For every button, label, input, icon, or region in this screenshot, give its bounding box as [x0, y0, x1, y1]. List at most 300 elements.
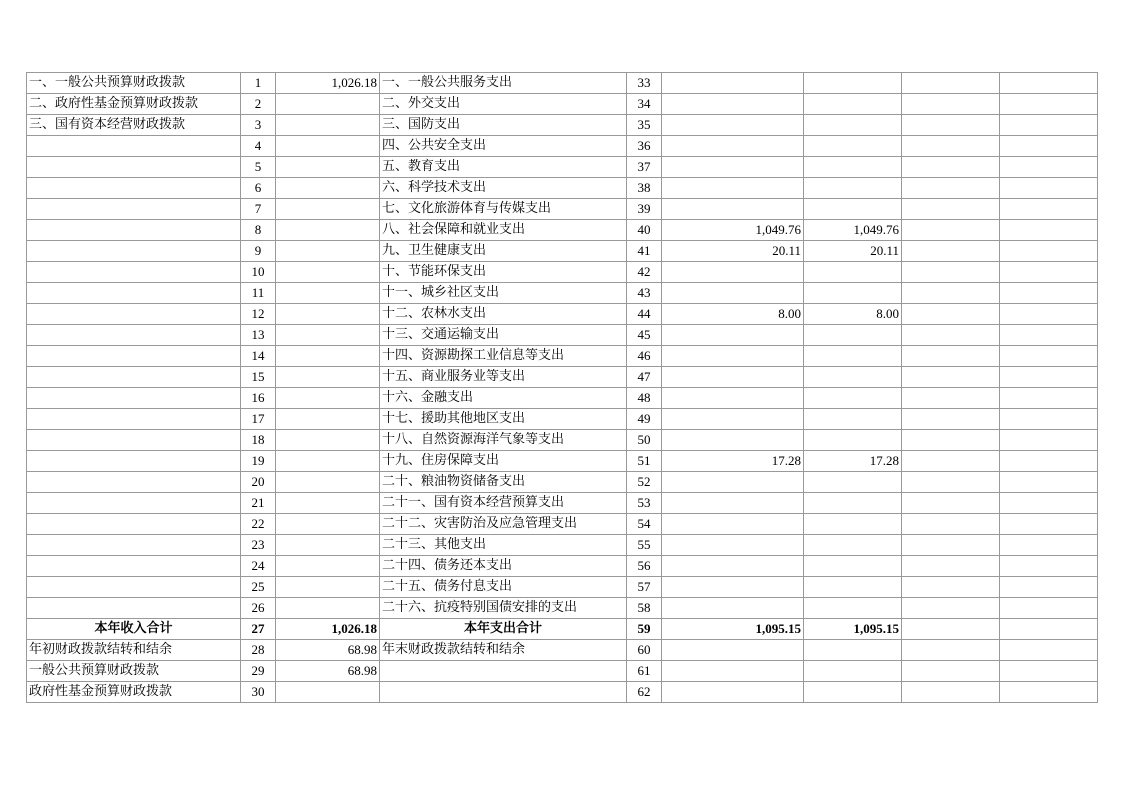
expense-total-cell — [662, 577, 804, 598]
expense-fund-budget-cell — [902, 493, 1000, 514]
income-item-cell — [27, 430, 241, 451]
expense-line-number-cell: 60 — [627, 640, 662, 661]
table-row — [27, 346, 1098, 367]
expense-general-budget-cell — [804, 262, 902, 283]
total-row — [27, 619, 1098, 640]
income-line-number-cell: 22 — [241, 514, 276, 535]
expense-item-cell: 七、文化旅游体育与传媒支出 — [380, 199, 627, 220]
table-row — [27, 115, 1098, 136]
expense-general-budget-cell — [804, 409, 902, 430]
income-item-cell — [27, 577, 241, 598]
expense-state-capital-cell — [1000, 94, 1098, 115]
income-amount-cell — [276, 283, 380, 304]
income-line-number-cell: 9 — [241, 241, 276, 262]
income-amount-cell — [276, 136, 380, 157]
expense-item-cell: 二十五、债务付息支出 — [380, 577, 627, 598]
expense-line-number-cell: 57 — [627, 577, 662, 598]
expense-general-budget-cell — [804, 199, 902, 220]
income-amount-cell — [276, 199, 380, 220]
expense-state-capital-cell — [1000, 73, 1098, 94]
income-line-number-cell: 29 — [241, 661, 276, 682]
expense-total-cell — [662, 283, 804, 304]
expense-state-capital-cell — [1000, 661, 1098, 682]
expense-state-capital-cell — [1000, 430, 1098, 451]
income-amount-cell — [276, 514, 380, 535]
expense-line-number-cell: 35 — [627, 115, 662, 136]
income-item-cell — [27, 514, 241, 535]
expense-general-budget-cell — [804, 640, 902, 661]
expense-total-cell — [662, 514, 804, 535]
income-item-cell: 二、政府性基金预算财政拨款 — [27, 94, 241, 115]
expense-line-number-cell: 48 — [627, 388, 662, 409]
expense-total-cell — [662, 367, 804, 388]
income-item-cell — [27, 220, 241, 241]
income-amount-cell: 68.98 — [276, 640, 380, 661]
expense-fund-budget-cell — [902, 262, 1000, 283]
expense-line-number-cell: 59 — [627, 619, 662, 640]
income-amount-cell — [276, 556, 380, 577]
expense-total-cell — [662, 598, 804, 619]
expense-item-cell: 十四、资源勘探工业信息等支出 — [380, 346, 627, 367]
expense-line-number-cell: 54 — [627, 514, 662, 535]
income-item-cell — [27, 136, 241, 157]
expense-fund-budget-cell — [902, 577, 1000, 598]
expense-item-cell: 二十四、债务还本支出 — [380, 556, 627, 577]
expense-line-number-cell: 37 — [627, 157, 662, 178]
expense-total-cell — [662, 409, 804, 430]
expense-total-cell: 1,049.76 — [662, 220, 804, 241]
income-amount-cell — [276, 115, 380, 136]
income-item-cell: 政府性基金预算财政拨款 — [27, 682, 241, 703]
table-row — [27, 73, 1098, 94]
income-item-cell — [27, 262, 241, 283]
expense-total-cell — [662, 157, 804, 178]
expense-line-number-cell: 55 — [627, 535, 662, 556]
income-amount-cell: 1,026.18 — [276, 73, 380, 94]
expense-item-cell: 四、公共安全支出 — [380, 136, 627, 157]
expense-state-capital-cell — [1000, 472, 1098, 493]
expense-fund-budget-cell — [902, 283, 1000, 304]
expense-fund-budget-cell — [902, 94, 1000, 115]
income-amount-cell: 1,026.18 — [276, 619, 380, 640]
income-line-number-cell: 11 — [241, 283, 276, 304]
table-row — [27, 493, 1098, 514]
income-line-number-cell: 28 — [241, 640, 276, 661]
expense-fund-budget-cell — [902, 598, 1000, 619]
income-amount-cell — [276, 94, 380, 115]
expense-total-cell — [662, 472, 804, 493]
expense-item-cell: 十五、商业服务业等支出 — [380, 367, 627, 388]
table-row — [27, 535, 1098, 556]
expense-line-number-cell: 50 — [627, 430, 662, 451]
income-amount-cell — [276, 241, 380, 262]
expense-fund-budget-cell — [902, 409, 1000, 430]
expense-fund-budget-cell — [902, 325, 1000, 346]
expense-state-capital-cell — [1000, 283, 1098, 304]
income-item-cell — [27, 283, 241, 304]
expense-fund-budget-cell — [902, 451, 1000, 472]
expense-line-number-cell: 42 — [627, 262, 662, 283]
table-row — [27, 325, 1098, 346]
expense-line-number-cell: 49 — [627, 409, 662, 430]
expense-fund-budget-cell — [902, 661, 1000, 682]
expense-general-budget-cell — [804, 472, 902, 493]
income-item-cell — [27, 556, 241, 577]
expense-total-cell — [662, 556, 804, 577]
expense-item-cell: 十二、农林水支出 — [380, 304, 627, 325]
expense-line-number-cell: 39 — [627, 199, 662, 220]
table-row — [27, 241, 1098, 262]
expense-general-budget-cell — [804, 661, 902, 682]
expense-state-capital-cell — [1000, 346, 1098, 367]
income-amount-cell — [276, 598, 380, 619]
expense-total-cell — [662, 94, 804, 115]
expense-general-budget-cell: 8.00 — [804, 304, 902, 325]
table-row — [27, 451, 1098, 472]
expense-fund-budget-cell — [902, 619, 1000, 640]
expense-item-cell: 六、科学技术支出 — [380, 178, 627, 199]
income-amount-cell — [276, 178, 380, 199]
income-amount-cell — [276, 304, 380, 325]
expense-total-cell — [662, 661, 804, 682]
expense-state-capital-cell — [1000, 199, 1098, 220]
expense-state-capital-cell — [1000, 220, 1098, 241]
expense-general-budget-cell — [804, 94, 902, 115]
income-line-number-cell: 5 — [241, 157, 276, 178]
expense-item-cell: 十九、住房保障支出 — [380, 451, 627, 472]
income-line-number-cell: 12 — [241, 304, 276, 325]
expense-total-cell — [662, 640, 804, 661]
income-amount-cell — [276, 157, 380, 178]
income-item-cell — [27, 451, 241, 472]
income-line-number-cell: 19 — [241, 451, 276, 472]
expense-item-cell: 八、社会保障和就业支出 — [380, 220, 627, 241]
expense-line-number-cell: 62 — [627, 682, 662, 703]
income-item-cell — [27, 325, 241, 346]
expense-item-cell: 二十二、灾害防治及应急管理支出 — [380, 514, 627, 535]
expense-fund-budget-cell — [902, 220, 1000, 241]
expense-fund-budget-cell — [902, 514, 1000, 535]
expense-fund-budget-cell — [902, 199, 1000, 220]
expense-fund-budget-cell — [902, 682, 1000, 703]
expense-line-number-cell: 40 — [627, 220, 662, 241]
expense-line-number-cell: 33 — [627, 73, 662, 94]
income-item-cell — [27, 241, 241, 262]
expense-item-cell: 三、国防支出 — [380, 115, 627, 136]
income-line-number-cell: 24 — [241, 556, 276, 577]
expense-state-capital-cell — [1000, 325, 1098, 346]
income-amount-cell — [276, 472, 380, 493]
expense-fund-budget-cell — [902, 430, 1000, 451]
income-item-cell — [27, 157, 241, 178]
income-item-cell: 一、一般公共预算财政拨款 — [27, 73, 241, 94]
expense-general-budget-cell — [804, 598, 902, 619]
expense-line-number-cell: 52 — [627, 472, 662, 493]
expense-total-cell — [662, 535, 804, 556]
income-item-cell: 年初财政拨款结转和结余 — [27, 640, 241, 661]
expense-line-number-cell: 51 — [627, 451, 662, 472]
expense-fund-budget-cell — [902, 388, 1000, 409]
expense-item-cell: 五、教育支出 — [380, 157, 627, 178]
expense-state-capital-cell — [1000, 535, 1098, 556]
expense-fund-budget-cell — [902, 556, 1000, 577]
expense-item-cell: 一、一般公共服务支出 — [380, 73, 627, 94]
table-row — [27, 430, 1098, 451]
table-row — [27, 640, 1098, 661]
expense-general-budget-cell — [804, 556, 902, 577]
table-row — [27, 283, 1098, 304]
income-line-number-cell: 13 — [241, 325, 276, 346]
income-line-number-cell: 18 — [241, 430, 276, 451]
income-line-number-cell: 27 — [241, 619, 276, 640]
expense-general-budget-cell — [804, 283, 902, 304]
income-line-number-cell: 15 — [241, 367, 276, 388]
expense-total-cell: 1,095.15 — [662, 619, 804, 640]
expense-line-number-cell: 58 — [627, 598, 662, 619]
expense-total-cell — [662, 430, 804, 451]
expense-total-cell — [662, 682, 804, 703]
expense-state-capital-cell — [1000, 262, 1098, 283]
expense-item-cell: 年末财政拨款结转和结余 — [380, 640, 627, 661]
expense-total-cell — [662, 493, 804, 514]
expense-general-budget-cell: 20.11 — [804, 241, 902, 262]
expense-fund-budget-cell — [902, 73, 1000, 94]
income-amount-cell — [276, 535, 380, 556]
expense-state-capital-cell — [1000, 493, 1098, 514]
income-item-cell — [27, 346, 241, 367]
expense-item-cell — [380, 661, 627, 682]
expense-item-cell: 十、节能环保支出 — [380, 262, 627, 283]
expense-total-cell — [662, 388, 804, 409]
table-row — [27, 178, 1098, 199]
income-amount-cell — [276, 388, 380, 409]
income-line-number-cell: 1 — [241, 73, 276, 94]
finance-table — [26, 72, 1098, 703]
income-line-number-cell: 25 — [241, 577, 276, 598]
expense-item-cell: 九、卫生健康支出 — [380, 241, 627, 262]
income-line-number-cell: 30 — [241, 682, 276, 703]
expense-line-number-cell: 47 — [627, 367, 662, 388]
expense-total-cell — [662, 325, 804, 346]
expense-fund-budget-cell — [902, 346, 1000, 367]
expense-line-number-cell: 53 — [627, 493, 662, 514]
income-item-cell: 本年收入合计 — [27, 619, 241, 640]
expense-general-budget-cell — [804, 577, 902, 598]
income-amount-cell — [276, 430, 380, 451]
expense-general-budget-cell: 1,095.15 — [804, 619, 902, 640]
income-amount-cell — [276, 493, 380, 514]
expense-item-cell: 本年支出合计 — [380, 619, 627, 640]
expense-general-budget-cell — [804, 430, 902, 451]
expense-item-cell: 二十、粮油物资储备支出 — [380, 472, 627, 493]
income-item-cell — [27, 493, 241, 514]
expense-general-budget-cell — [804, 388, 902, 409]
expense-state-capital-cell — [1000, 388, 1098, 409]
expense-general-budget-cell — [804, 682, 902, 703]
expense-general-budget-cell — [804, 157, 902, 178]
expense-general-budget-cell — [804, 514, 902, 535]
expense-line-number-cell: 43 — [627, 283, 662, 304]
table-row — [27, 199, 1098, 220]
income-amount-cell: 68.98 — [276, 661, 380, 682]
income-item-cell — [27, 409, 241, 430]
income-line-number-cell: 20 — [241, 472, 276, 493]
table-row — [27, 577, 1098, 598]
income-line-number-cell: 17 — [241, 409, 276, 430]
expense-line-number-cell: 41 — [627, 241, 662, 262]
table-body — [27, 73, 1098, 703]
income-amount-cell — [276, 220, 380, 241]
expense-fund-budget-cell — [902, 157, 1000, 178]
income-item-cell — [27, 304, 241, 325]
expense-total-cell: 20.11 — [662, 241, 804, 262]
expense-line-number-cell: 36 — [627, 136, 662, 157]
expense-general-budget-cell — [804, 136, 902, 157]
income-line-number-cell: 2 — [241, 94, 276, 115]
income-amount-cell — [276, 325, 380, 346]
income-amount-cell — [276, 409, 380, 430]
income-line-number-cell: 10 — [241, 262, 276, 283]
expense-state-capital-cell — [1000, 556, 1098, 577]
expense-line-number-cell: 46 — [627, 346, 662, 367]
expense-general-budget-cell — [804, 367, 902, 388]
table-row — [27, 661, 1098, 682]
income-line-number-cell: 23 — [241, 535, 276, 556]
income-item-cell — [27, 199, 241, 220]
expense-item-cell: 二十六、抗疫特别国债安排的支出 — [380, 598, 627, 619]
expense-item-cell: 十七、援助其他地区支出 — [380, 409, 627, 430]
income-line-number-cell: 4 — [241, 136, 276, 157]
expense-fund-budget-cell — [902, 115, 1000, 136]
expense-fund-budget-cell — [902, 241, 1000, 262]
expense-state-capital-cell — [1000, 598, 1098, 619]
table-row — [27, 556, 1098, 577]
expense-total-cell — [662, 136, 804, 157]
income-line-number-cell: 16 — [241, 388, 276, 409]
expense-state-capital-cell — [1000, 241, 1098, 262]
table-row — [27, 220, 1098, 241]
expense-general-budget-cell — [804, 178, 902, 199]
table-row — [27, 94, 1098, 115]
expense-total-cell — [662, 262, 804, 283]
expense-general-budget-cell — [804, 325, 902, 346]
income-line-number-cell: 14 — [241, 346, 276, 367]
expense-general-budget-cell: 1,049.76 — [804, 220, 902, 241]
table-row — [27, 682, 1098, 703]
expense-total-cell — [662, 178, 804, 199]
expense-general-budget-cell: 17.28 — [804, 451, 902, 472]
expense-state-capital-cell — [1000, 514, 1098, 535]
expense-state-capital-cell — [1000, 619, 1098, 640]
expense-item-cell: 二十三、其他支出 — [380, 535, 627, 556]
expense-state-capital-cell — [1000, 409, 1098, 430]
expense-state-capital-cell — [1000, 304, 1098, 325]
expense-state-capital-cell — [1000, 115, 1098, 136]
expense-line-number-cell: 61 — [627, 661, 662, 682]
expense-item-cell: 十三、交通运输支出 — [380, 325, 627, 346]
expense-total-cell: 17.28 — [662, 451, 804, 472]
expense-total-cell — [662, 199, 804, 220]
expense-fund-budget-cell — [902, 178, 1000, 199]
table-row — [27, 367, 1098, 388]
expense-total-cell — [662, 346, 804, 367]
expense-fund-budget-cell — [902, 136, 1000, 157]
table-row — [27, 304, 1098, 325]
income-amount-cell — [276, 577, 380, 598]
income-line-number-cell: 26 — [241, 598, 276, 619]
expense-line-number-cell: 34 — [627, 94, 662, 115]
table-row — [27, 514, 1098, 535]
expense-state-capital-cell — [1000, 451, 1098, 472]
income-item-cell: 一般公共预算财政拨款 — [27, 661, 241, 682]
expense-state-capital-cell — [1000, 157, 1098, 178]
expense-line-number-cell: 45 — [627, 325, 662, 346]
income-line-number-cell: 3 — [241, 115, 276, 136]
expense-item-cell: 二十一、国有资本经营预算支出 — [380, 493, 627, 514]
expense-line-number-cell: 56 — [627, 556, 662, 577]
income-line-number-cell: 21 — [241, 493, 276, 514]
expense-line-number-cell: 38 — [627, 178, 662, 199]
income-item-cell: 三、国有资本经营财政拨款 — [27, 115, 241, 136]
income-amount-cell — [276, 367, 380, 388]
income-item-cell — [27, 388, 241, 409]
expense-state-capital-cell — [1000, 577, 1098, 598]
table-row — [27, 472, 1098, 493]
expense-general-budget-cell — [804, 535, 902, 556]
table-row — [27, 388, 1098, 409]
income-item-cell — [27, 598, 241, 619]
income-line-number-cell: 6 — [241, 178, 276, 199]
income-amount-cell — [276, 682, 380, 703]
table-row — [27, 598, 1098, 619]
table-row — [27, 136, 1098, 157]
expense-total-cell: 8.00 — [662, 304, 804, 325]
expense-general-budget-cell — [804, 493, 902, 514]
income-amount-cell — [276, 262, 380, 283]
expense-general-budget-cell — [804, 346, 902, 367]
expense-state-capital-cell — [1000, 640, 1098, 661]
expense-total-cell — [662, 115, 804, 136]
income-item-cell — [27, 535, 241, 556]
income-line-number-cell: 8 — [241, 220, 276, 241]
expense-item-cell: 十一、城乡社区支出 — [380, 283, 627, 304]
income-amount-cell — [276, 346, 380, 367]
expense-state-capital-cell — [1000, 136, 1098, 157]
table-row — [27, 409, 1098, 430]
table-row — [27, 157, 1098, 178]
expense-item-cell: 十六、金融支出 — [380, 388, 627, 409]
expense-item-cell — [380, 682, 627, 703]
income-item-cell — [27, 472, 241, 493]
expense-line-number-cell: 44 — [627, 304, 662, 325]
income-line-number-cell: 7 — [241, 199, 276, 220]
expense-fund-budget-cell — [902, 535, 1000, 556]
expense-state-capital-cell — [1000, 682, 1098, 703]
expense-item-cell: 二、外交支出 — [380, 94, 627, 115]
table-row — [27, 262, 1098, 283]
expense-general-budget-cell — [804, 115, 902, 136]
expense-total-cell — [662, 73, 804, 94]
expense-fund-budget-cell — [902, 367, 1000, 388]
income-item-cell — [27, 178, 241, 199]
expense-fund-budget-cell — [902, 304, 1000, 325]
expense-fund-budget-cell — [902, 472, 1000, 493]
income-amount-cell — [276, 451, 380, 472]
expense-general-budget-cell — [804, 73, 902, 94]
expense-state-capital-cell — [1000, 178, 1098, 199]
expense-item-cell: 十八、自然资源海洋气象等支出 — [380, 430, 627, 451]
expense-fund-budget-cell — [902, 640, 1000, 661]
